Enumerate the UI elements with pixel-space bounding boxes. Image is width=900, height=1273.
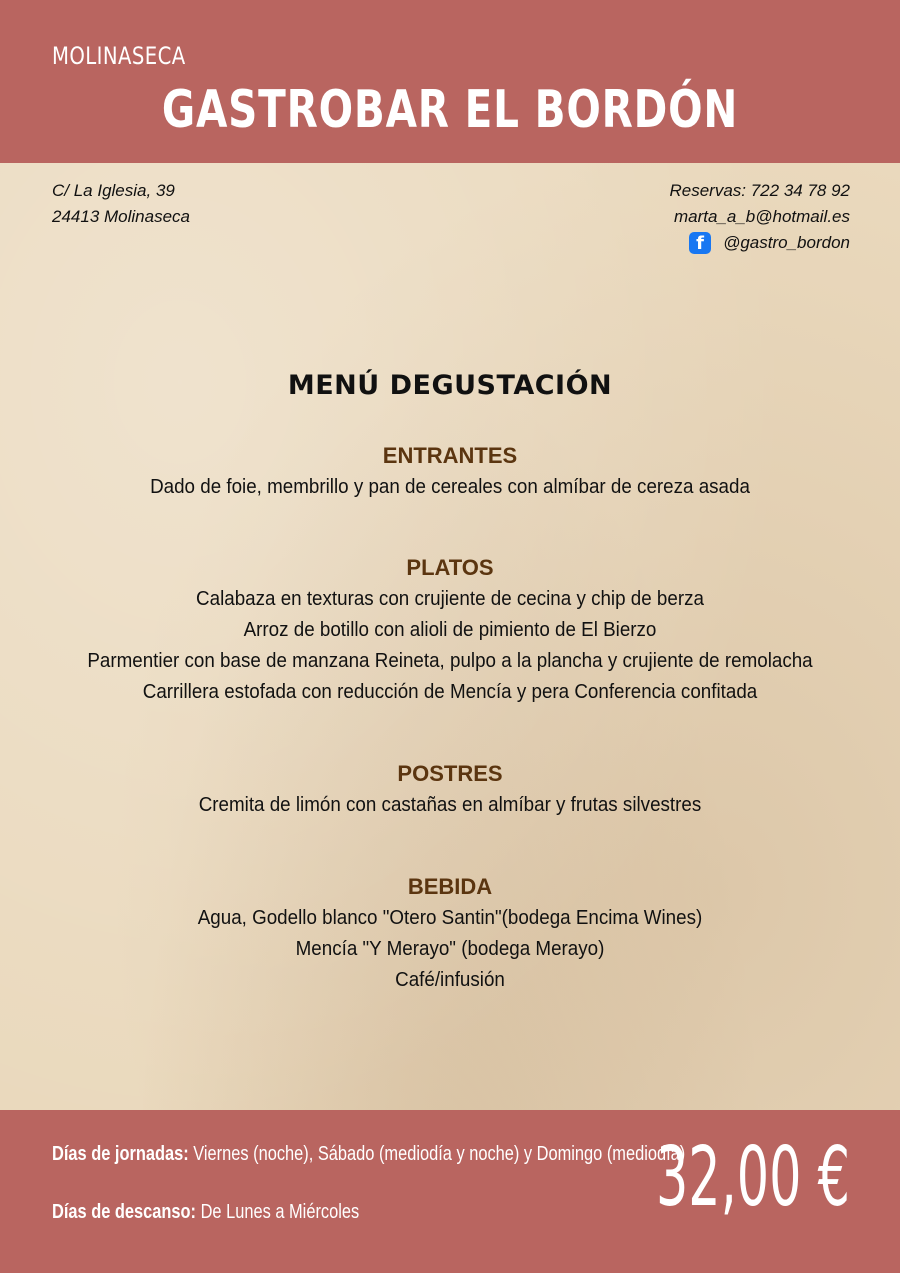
rest-days-label: Días de descanso: bbox=[52, 1201, 197, 1223]
section-heading: ENTRANTES bbox=[382, 443, 518, 468]
opening-days-value: Viernes (noche), Sábado (mediodía y noche) y Domingo (mediodía) bbox=[193, 1143, 686, 1165]
opening-days bbox=[52, 1143, 685, 1166]
address-block bbox=[52, 178, 190, 230]
menu-item: Calabaza en texturas con crujiente de cecina y chip de berza bbox=[196, 588, 704, 610]
section-entrantes bbox=[0, 440, 900, 503]
menu-item: Arroz de botillo con alioli de pimiento de El Bierzo bbox=[243, 619, 657, 641]
menu-price: 32,00 € bbox=[655, 1130, 850, 1225]
menu-item: Café/infusión bbox=[395, 969, 505, 991]
opening-days-label: Días de jornadas: bbox=[52, 1143, 189, 1165]
section-heading: BEBIDA bbox=[407, 874, 493, 899]
menu-item: Mencía "Y Merayo" (bodega Merayo) bbox=[295, 938, 605, 960]
town-name: MOLINASECA bbox=[52, 42, 186, 70]
facebook-handle: @gastro_bordon bbox=[723, 233, 850, 252]
contact-block bbox=[669, 178, 850, 256]
menu-item: Parmentier con base de manzana Reineta, pulpo a la plancha y crujiente de remolacha bbox=[87, 650, 813, 672]
menu-item: Cremita de limón con castañas en almíbar y frutas silvestres bbox=[198, 794, 702, 816]
rest-days-value: De Lunes a Miércoles bbox=[200, 1201, 360, 1223]
menu-item: Dado de foie, membrillo y pan de cereales con almíbar de cereza asada bbox=[150, 476, 750, 498]
section-postres bbox=[0, 758, 900, 821]
reservations-phone: Reservas: 722 34 78 92 bbox=[669, 181, 850, 200]
facebook-row bbox=[669, 230, 850, 256]
header-band bbox=[0, 0, 900, 163]
contact-email: marta_a_b@hotmail.es bbox=[673, 207, 850, 226]
restaurant-title: GASTROBAR EL BORDÓN bbox=[161, 80, 739, 140]
menu-item: Carrillera estofada con reducción de Mencía y pera Conferencia confitada bbox=[142, 681, 758, 703]
section-heading: POSTRES bbox=[397, 761, 503, 786]
menu-title: MENÚ DEGUSTACIÓN bbox=[287, 370, 613, 401]
address-street: C/ La Iglesia, 39 bbox=[52, 181, 175, 200]
menu-item: Agua, Godello blanco "Otero Santin"(bodega Encima Wines) bbox=[197, 907, 703, 929]
rest-days bbox=[52, 1201, 359, 1224]
section-heading: PLATOS bbox=[406, 555, 494, 580]
facebook-icon: f bbox=[689, 232, 711, 254]
section-bebida bbox=[0, 871, 900, 996]
address-city: 24413 Molinaseca bbox=[52, 207, 190, 226]
section-platos bbox=[0, 552, 900, 708]
